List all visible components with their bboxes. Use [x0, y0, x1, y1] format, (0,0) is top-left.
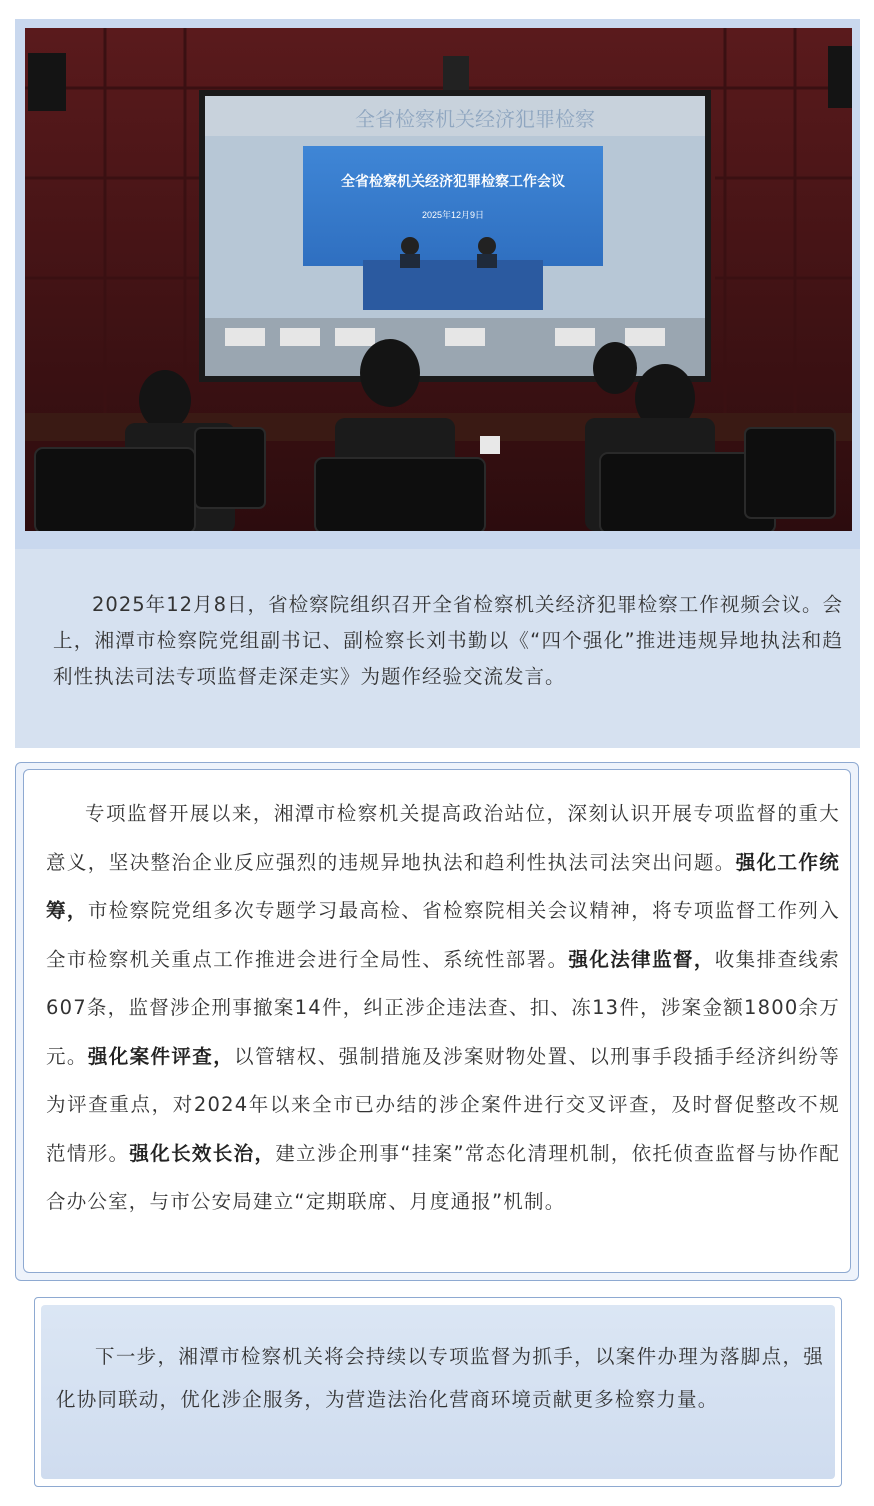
heading-long-term: 强化长效长治，: [129, 1141, 276, 1165]
next-step-text: 下一步，湘潭市检察机关将会持续以专项监督为抓手，以案件办理为落脚点，强化协同联动，优化涉企服务，为营造法治化营商环境贡献更多检察力量。: [56, 1345, 824, 1411]
screen-banner-text: 全省检察机关经济犯罪检察: [355, 109, 595, 131]
caption-text: 2025年12月8日，省检察院组织召开全省检察机关经济犯罪检察工作视频会议。会上，湘潭市检察院党组副书记、副检察长刘书勤以《“四个强化”推进违规异地执法和趋利性执法司法专项监督走深走实》为题作经验交流发言。: [53, 593, 843, 688]
body-paragraph: [46, 790, 840, 1227]
next-step-inner: [41, 1305, 835, 1479]
body-intro: 专项监督开展以来，湘潭市检察机关提高政治站位，深刻认识开展专项监督的重大意义，坚决整治企业反应强烈的违规异地执法和趋利性执法司法突出问题。: [46, 802, 840, 874]
photo-frame: [15, 19, 860, 549]
heading-legal-supervision: 强化法律监督，: [568, 947, 715, 971]
caption-box: [15, 549, 860, 748]
body-panel: [15, 762, 859, 1281]
heading-coordination: 强化工作统筹，: [46, 850, 840, 922]
screen-title-text: 全省检察机关经济犯罪检察工作会议: [341, 175, 565, 190]
screen-date-text: 2025年12月9日: [421, 210, 485, 220]
body-legal-supervision: 收集排查线索607条，监督涉企刑事撤案14件，纠正涉企违法查、扣、冻13件，涉案金额1800余万元。: [46, 947, 840, 1068]
meeting-photo: [25, 28, 852, 531]
heading-case-review: 强化案件评查，: [87, 1044, 235, 1068]
body-inner-panel: [23, 769, 851, 1273]
body-long-term: 建立涉企刑事“挂案”常态化清理机制，依托侦查监督与协作配合办公室，与市公安局建立“定期联席、月度通报”机制。: [46, 1141, 841, 1213]
next-step-panel: [34, 1297, 842, 1487]
body-coordination: 市检察院党组多次专题学习最高检、省检察院相关会议精神，将专项监督工作列入全市检察机关重点工作推进会进行全局性、系统性部署。: [46, 899, 841, 971]
body-case-review: 以管辖权、强制措施及涉案财物处置、以刑事手段插手经济纠纷等为评查重点，对2024年以来全市已办结的涉企案件进行交叉评查，及时督促整改不规范情形。: [46, 1044, 840, 1165]
